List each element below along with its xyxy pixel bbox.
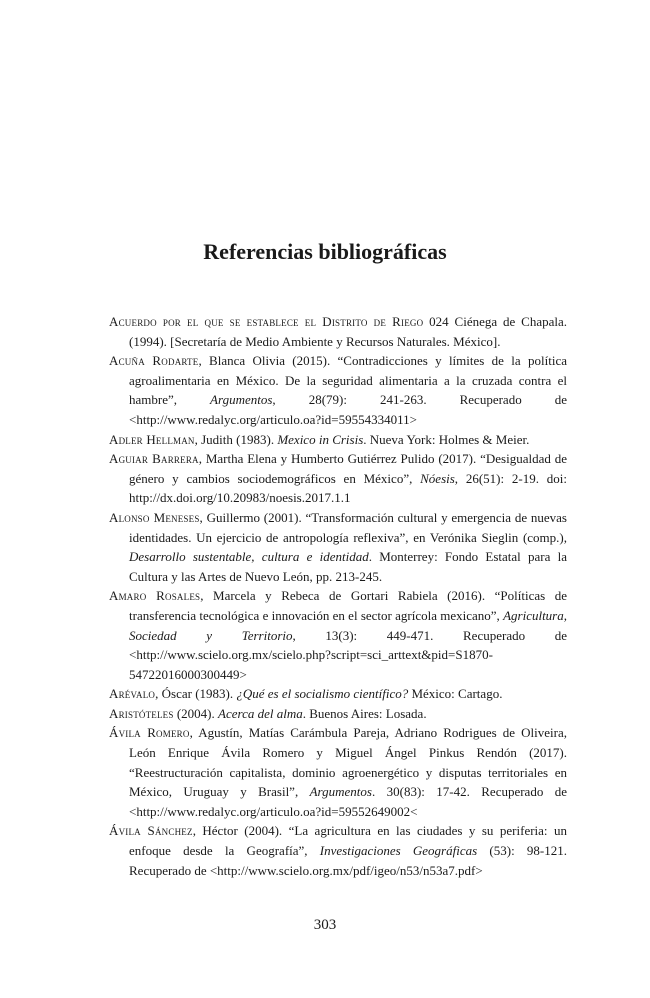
reference-text: , Judith (1983).	[194, 431, 278, 447]
page-title: Referencias bibliográficas	[203, 239, 447, 264]
reference-entry	[109, 351, 567, 429]
reference-author: Acuerdo por el que se establece el Distrito de Riego	[109, 314, 424, 329]
reference-author: Aguiar Barrera	[109, 451, 199, 467]
reference-source: Agricultura, Sociedad y Territorio	[129, 607, 567, 643]
reference-author: Acuña Rodarte	[109, 353, 199, 369]
reference-source: Acerca del alma	[218, 705, 303, 721]
reference-author: Arévalo	[109, 686, 156, 702]
reference-entry	[109, 684, 567, 704]
reference-text: (53): 98-121. Recuperado de <http://www.scielo.org.mx/pdf/igeo/n53/n53a7.pdf>	[129, 843, 567, 878]
reference-text: , Marcela y Rebeca de Gortari Rabiela (2016). “Políticas de transferencia tecnológica e innovación en el sector agrícola mexicano”,	[129, 588, 567, 623]
reference-source: Nóesis	[420, 470, 455, 486]
reference-text: , Martha Elena y Humberto Gutiérrez Pulido (2017). “Desigualdad de género y cambios sociodemográficos en México”,	[129, 451, 567, 486]
reference-source: Investigaciones Geográficas	[319, 843, 478, 859]
reference-source: Desarrollo sustentable, cultura e identidad	[129, 549, 369, 565]
reference-entry	[109, 821, 567, 880]
reference-entry	[109, 430, 567, 450]
reference-text: , 28(79): 241-263. Recuperado de <http://www.redalyc.org/articulo.oa?id=59554334011>	[129, 392, 567, 427]
reference-text: , Héctor (2004). “La agricultura en las ciudades y su periferia: un enfoque desde la Geografía”,	[129, 823, 567, 859]
reference-text: . Monterrey: Fondo Estatal para la Cultura y las Artes de Nuevo León, pp. 213-245.	[129, 549, 568, 584]
reference-entry	[109, 312, 567, 351]
reference-text: , Óscar (1983).	[155, 686, 237, 702]
reference-text: , Guillermo (2001). “Transformación cultural y emergencia de nuevas identidades. Un ejercicio de antropología reflexiva”, en Verónika Sieglin (comp.),	[129, 509, 567, 545]
reference-source: Argumentos	[309, 784, 372, 800]
reference-text: México: Cartago.	[408, 686, 503, 702]
reference-entry	[109, 508, 567, 586]
reference-text: . Buenos Aires: Losada.	[302, 705, 427, 721]
reference-author: Alonso Meneses	[109, 509, 200, 525]
reference-author: Amaro Rosales	[109, 588, 201, 604]
reference-text: , 13(3): 449-471. Recuperado de <http://www.scielo.org.mx/scielo.php?script=sci_arttext&pid=S1870-54722016000300449>	[129, 627, 567, 682]
reference-author: Ávila Sánchez	[109, 823, 193, 839]
reference-entry	[109, 449, 567, 508]
reference-author: Aristóteles	[109, 705, 174, 721]
reference-text: , Blanca Olivia (2015). “Contradicciones y límites de la política agroalimentaria en México. De la seguridad alimentaria a la cruzada contra el hambre”,	[129, 353, 567, 408]
page-number: 303	[313, 917, 337, 933]
reference-author: Adler Hellman	[109, 431, 195, 447]
reference-text: . 30(83): 17-42. Recuperado de <http://www.redalyc.org/articulo.oa?id=59552649002<	[129, 784, 567, 819]
reference-source: Mexico in Crisis	[277, 431, 364, 447]
reference-source: ¿Qué es el socialismo científico?	[236, 686, 409, 702]
reference-text: , 26(51): 2-19. doi: http://dx.doi.org/10.20983/noesis.2017.1.1	[129, 470, 567, 506]
reference-source: Argumentos	[210, 392, 273, 408]
reference-text: , Agustín, Matías Carámbula Pareja, Adriano Rodrigues de Oliveira, León Enrique Ávila Romero y Miguel Ángel Pinkus Rendón (2017). “Reestructuración capitalista, dominio agroenergético y disputas territoriales en México, Uruguay y Brasil”,	[129, 725, 567, 800]
reference-text: (2004).	[173, 705, 219, 721]
reference-entry	[109, 586, 567, 684]
reference-text: . Nueva York: Holmes & Meier.	[363, 431, 530, 447]
reference-text: 024 Ciénega de Chapala. (1994). [Secretaría de Medio Ambiente y Recursos Naturales. México].	[129, 314, 567, 349]
reference-author: Ávila Romero	[109, 725, 190, 741]
reference-list	[109, 312, 567, 880]
reference-entry	[109, 723, 567, 821]
reference-entry	[109, 704, 567, 724]
